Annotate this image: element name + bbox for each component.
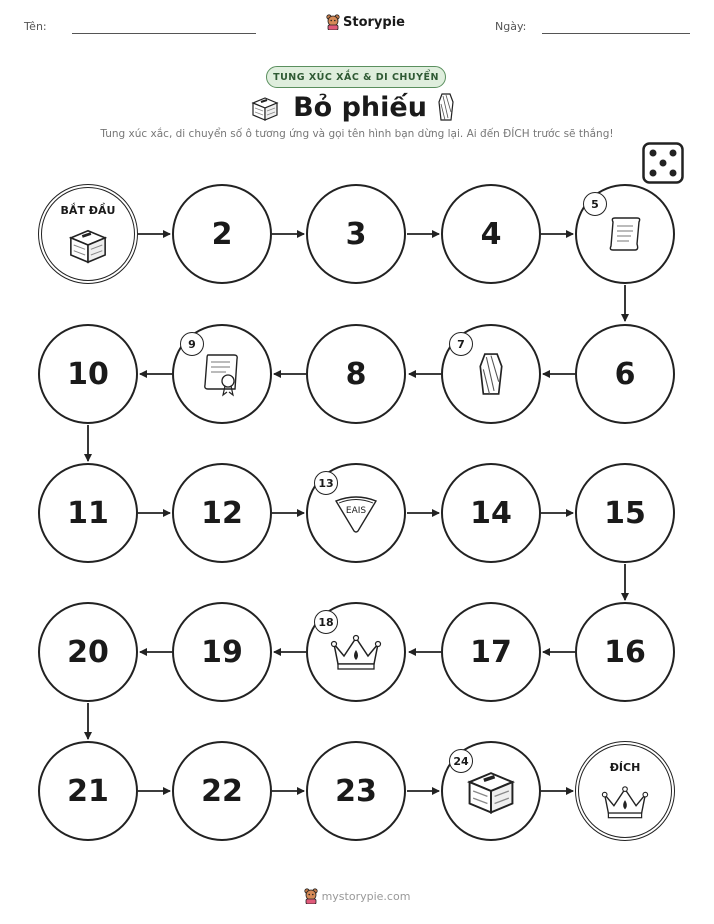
cell-badge: 24 (449, 749, 473, 773)
crown-icon (601, 783, 649, 821)
cell-number: 17 (470, 634, 512, 670)
cell-number: 12 (201, 495, 243, 531)
board-cell[interactable] (172, 184, 272, 284)
cell-badge: 7 (449, 332, 473, 356)
cell-number: 11 (67, 495, 109, 531)
pennant-text: EAIS (345, 506, 367, 516)
board-cell-picture[interactable] (306, 463, 406, 563)
activity-tag: TUNG XÚC XẮC & DI CHUYỂN (266, 66, 446, 88)
board-cell-picture[interactable] (441, 324, 541, 424)
cell-number: 15 (604, 495, 646, 531)
board-cell[interactable] (575, 602, 675, 702)
start-label: BẮT ĐẦU (60, 204, 116, 217)
board-cell[interactable] (441, 602, 541, 702)
cell-badge: 18 (314, 610, 338, 634)
board-cell[interactable] (38, 602, 138, 702)
board-cell[interactable] (172, 602, 272, 702)
date-label: Ngày: (495, 20, 527, 33)
toga-icon (475, 351, 507, 397)
board-cell[interactable] (441, 184, 541, 284)
board-cell[interactable] (172, 463, 272, 563)
cell-number: 23 (335, 773, 377, 809)
cell-number: 14 (470, 495, 512, 531)
board-cell[interactable] (38, 741, 138, 841)
cell-badge: 13 (314, 471, 338, 495)
scroll-icon (605, 214, 645, 254)
ballot-box-icon (463, 766, 519, 816)
cell-number: 21 (67, 773, 109, 809)
board-cell[interactable] (306, 184, 406, 284)
instructions: Tung xúc xắc, di chuyển số ô tương ứng và gọi tên hình bạn dừng lại. Ai đến ĐÍCH trước sẽ thắng! (100, 128, 614, 140)
finish-label: ĐÍCH (609, 761, 641, 774)
board-cell-start[interactable] (38, 184, 138, 284)
pennant-icon (332, 491, 380, 535)
cell-number: 20 (67, 634, 109, 670)
cell-number: 19 (201, 634, 243, 670)
board-cell-picture[interactable] (306, 602, 406, 702)
cell-number: 6 (614, 356, 636, 392)
cell-number: 10 (67, 356, 109, 392)
board-cell[interactable] (38, 324, 138, 424)
board-cell-picture[interactable] (441, 741, 541, 841)
board-cell[interactable] (38, 463, 138, 563)
name-label: Tên: (24, 20, 47, 33)
cell-number: 8 (345, 356, 367, 392)
board-cell[interactable] (306, 324, 406, 424)
footer-url: mystorypie.com (321, 889, 411, 903)
board-cell-picture[interactable] (575, 184, 675, 284)
board-cell[interactable] (441, 463, 541, 563)
brand-name: Storypie (343, 14, 405, 30)
ballot-box-icon (65, 225, 111, 265)
cell-number: 22 (201, 773, 243, 809)
cell-number: 2 (211, 216, 233, 252)
certificate-icon (200, 351, 244, 397)
board-cell[interactable] (575, 324, 675, 424)
cell-badge: 5 (583, 192, 607, 216)
cell-badge: 9 (180, 332, 204, 356)
board-cell-finish[interactable] (575, 741, 675, 841)
board-cell[interactable] (172, 741, 272, 841)
board-cell-picture[interactable] (172, 324, 272, 424)
footer (0, 888, 714, 904)
board-cell[interactable] (306, 741, 406, 841)
board-cell[interactable] (575, 463, 675, 563)
bear-icon (304, 888, 318, 904)
cell-number: 4 (480, 216, 502, 252)
cell-number: 3 (345, 216, 367, 252)
crown-icon (330, 632, 382, 672)
cell-number: 16 (604, 634, 646, 670)
page-title: Bỏ phiếu (293, 92, 427, 123)
